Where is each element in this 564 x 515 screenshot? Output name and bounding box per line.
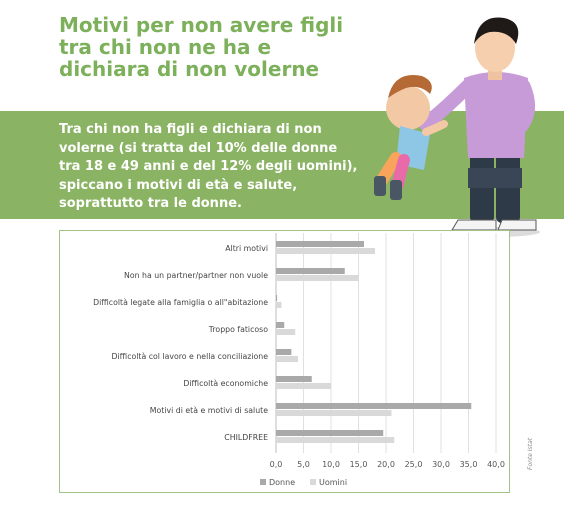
category-label: CHILDFREE: [224, 433, 268, 442]
intro-line: spiccano i motivi di età e salute,: [59, 177, 298, 193]
category-label: Motivi di età e motivi di salute: [149, 406, 268, 415]
intro-line: soprattutto tra le donne.: [59, 196, 242, 211]
legend-swatch: [310, 479, 316, 485]
bar-donne: [276, 430, 383, 436]
bar-uomini: [276, 275, 359, 281]
bar-donne: [276, 295, 277, 301]
bar-donne: [276, 349, 291, 355]
bar-donne: [276, 268, 345, 274]
title-line: dichiara di non volerne: [59, 57, 320, 81]
legend-swatch: [260, 479, 266, 485]
bar-uomini: [276, 383, 331, 389]
bar-donne: [276, 403, 471, 409]
x-tick-label: 25,0: [404, 460, 423, 469]
intro-line: volerne (si tratta del 10% delle donne: [59, 140, 338, 156]
x-tick-label: 40,0: [487, 460, 505, 469]
chart-panel: [59, 230, 510, 493]
intro-line: tra 18 e 49 anni e del 12% degli uomini),: [59, 159, 358, 174]
category-label: Non ha un partner/partner non vuole: [124, 271, 268, 280]
x-tick-label: 20,0: [377, 460, 395, 469]
bar-uomini: [276, 356, 298, 362]
bar-donne: [276, 241, 364, 247]
category-label: Difficoltà legate alla famiglia o all"abitazione: [93, 298, 268, 307]
x-tick-label: 5,0: [297, 460, 310, 469]
bar-donne: [276, 322, 284, 328]
bar-uomini: [276, 329, 295, 335]
bar-uomini: [276, 437, 394, 443]
intro-line: Tra chi non ha figli e dichiara di non: [59, 122, 322, 137]
title-line: Motivi per non avere figli: [59, 13, 344, 37]
intro-text: [59, 121, 379, 214]
parent-child-illustration: [360, 8, 564, 240]
bar-donne: [276, 376, 312, 382]
title-line: tra chi non ne ha e: [59, 35, 272, 59]
x-tick-label: 10,0: [322, 460, 340, 469]
bar-uomini: [276, 302, 282, 308]
x-tick-label: 0,0: [269, 460, 283, 469]
bar-uomini: [276, 410, 392, 416]
bar-uomini: [276, 248, 375, 254]
x-tick-label: 35,0: [459, 460, 478, 469]
category-label: Troppo faticoso: [208, 325, 268, 334]
page-title: [59, 14, 399, 80]
x-tick-label: 15,0: [349, 460, 368, 469]
category-label: Difficoltà economiche: [183, 379, 268, 388]
reasons-bar-chart: [60, 231, 508, 491]
legend-label: Uomini: [319, 478, 348, 487]
legend-label: Donne: [269, 478, 296, 487]
category-label: Difficoltà col lavoro e nella conciliazione: [111, 352, 268, 361]
x-tick-label: 30,0: [432, 460, 450, 469]
source-note: Fonte Istat: [527, 437, 534, 470]
category-label: Altri motivi: [225, 244, 268, 253]
